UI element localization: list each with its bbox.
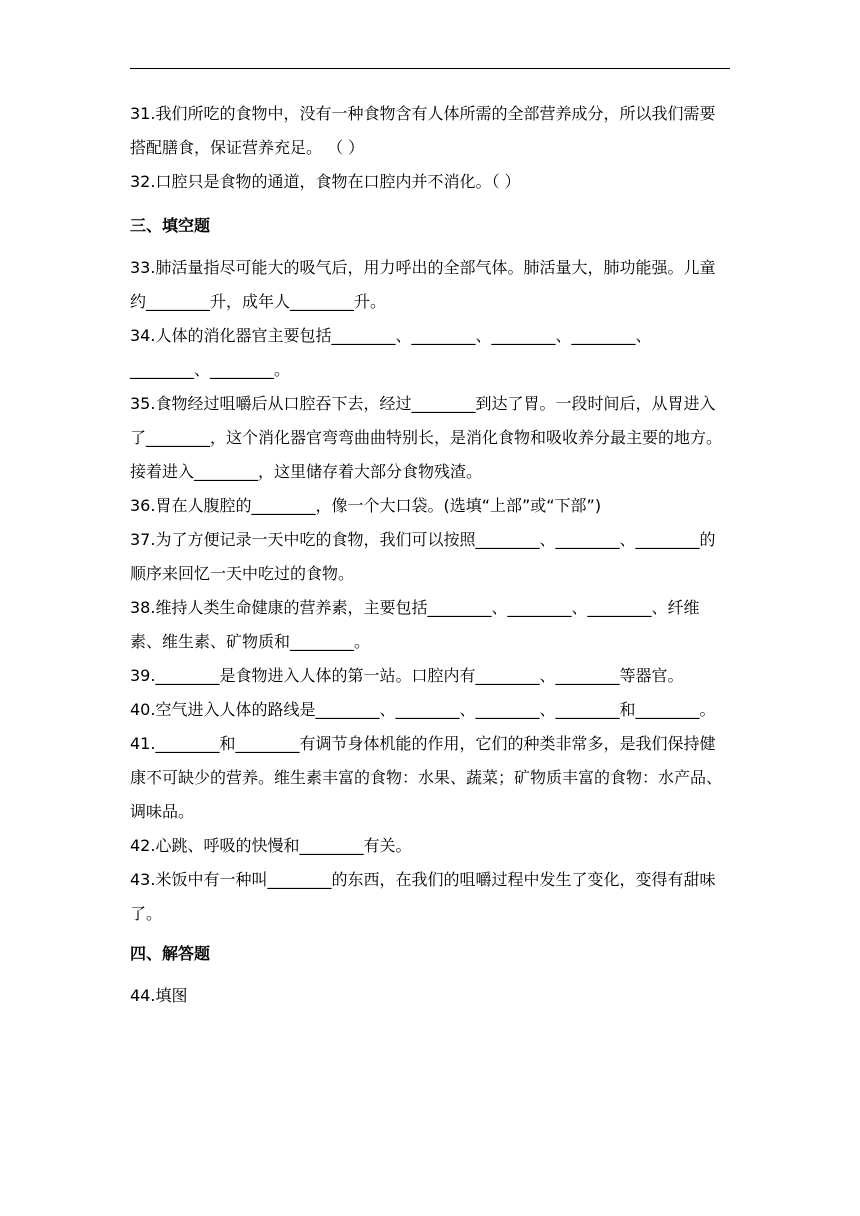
question-34: 34.人体的消化器官主要包括________、________、________、________、________、________。 <box>130 326 652 379</box>
question-32: 32.口腔只是食物的通道，食物在口腔内并不消化。（ ） <box>130 172 521 191</box>
question-37: 37.为了方便记录一天中吃的食物，我们可以按照________、________、________的顺序来回忆一天中吃过的食物。 <box>130 530 716 583</box>
question-33: 33.肺活量指尽可能大的吸气后，用力呼出的全部气体。肺活量大，肺功能强。儿童约________升，成年人________升。 <box>130 258 716 311</box>
question-31: 31.我们所吃的食物中，没有一种食物含有人体所需的全部营养成分，所以我们需要搭配膳食，保证营养充足。 （ ） <box>130 104 716 157</box>
question-36: 36.胃在人腹腔的________，像一个大口袋。(选填“上部”或“下部”) <box>130 496 602 515</box>
question-35: 35.食物经过咀嚼后从口腔吞下去，经过________到达了胃。一段时间后，从胃进入了________，这个消化器官弯弯曲曲特别长，是消化食物和吸收养分最主要的地方。接着进入________，这里储存着大部分食物残渣。 <box>130 394 723 481</box>
question-38: 38.维持人类生命健康的营养素，主要包括________、________、________、纤维素、维生素、矿物质和________。 <box>130 598 700 651</box>
worksheet-content <box>130 97 730 1013</box>
question-43: 43.米饭中有一种叫________的东西，在我们的咀嚼过程中发生了变化，变得有甜味了。 <box>130 870 716 923</box>
question-44: 44.填图 <box>130 986 188 1005</box>
question-42: 42.心跳、呼吸的快慢和________有关。 <box>130 836 412 855</box>
question-39: 39.________是食物进入人体的第一站。口腔内有________、________等器官。 <box>130 666 684 685</box>
question-41: 41.________和________有调节身体机能的作用，它们的种类非常多，是我们保持健康不可缺少的营养。维生素丰富的食物：水果、蔬菜；矿物质丰富的食物：水产品、调味品。 <box>130 734 723 821</box>
header-rule <box>130 68 730 69</box>
section-heading-answer: 四、解答题 <box>130 944 211 963</box>
section-heading-fill-blank: 三、填空题 <box>130 216 211 235</box>
question-40: 40.空气进入人体的路线是________、________、________、________和________。 <box>130 700 716 719</box>
